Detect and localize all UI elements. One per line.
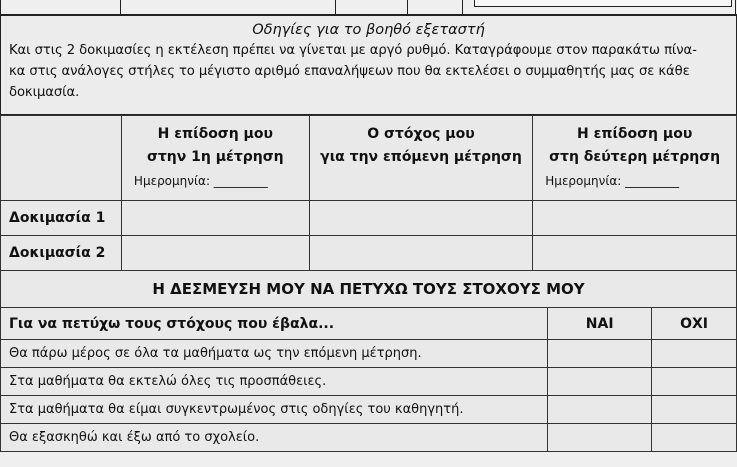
first-measurement-header [121,116,309,201]
header-line: στη δεύτερη μέτρηση [549,149,721,165]
instructions-line: κα στις ανάλογες στήλες το μέγιστο αριθμό επαναλήψεων που θα εκτελέσει ο συμμαθητής μας σε κάθε [9,64,690,79]
goal-header [309,116,533,201]
instructions-body [9,40,728,103]
test-2-goal-cell[interactable] [309,236,533,271]
test-1-label: Δοκιμασία 1 [1,201,122,236]
commitment-item: Θα πάρω μέρος σε όλα τα μαθήματα ως την επόμενη μέτρηση. [1,340,548,368]
test-2-label: Δοκιμασία 2 [1,236,122,271]
divider [407,0,408,14]
date-field[interactable]: Ημερομηνία: _________ [545,174,680,188]
performance-table [0,115,737,271]
no-checkbox-cell[interactable] [652,340,737,368]
yes-checkbox-cell[interactable] [548,396,652,424]
header-line: για την επόμενη μέτρηση [320,149,522,165]
commitment-title: Η ΔΕΣΜΕΥΣΗ ΜΟΥ ΝΑ ΠΕΤΥΧΩ ΤΟΥΣ ΣΤΟΧΟΥΣ ΜΟΥ [1,271,737,308]
commitment-item: Θα εξασκηθώ και έξω από το σχολείο. [1,424,548,452]
date-field[interactable]: Ημερομηνία: _________ [133,174,268,188]
header-line: Η επίδοση μου [577,126,693,142]
test-2-first-measurement-cell[interactable] [121,236,309,271]
yes-checkbox-cell[interactable] [548,340,652,368]
instructions-title: Οδηγίες για το βοηθό εξεταστή [252,22,485,38]
divider [462,0,463,14]
examiner-instructions [0,14,737,115]
no-checkbox-cell[interactable] [652,396,737,424]
yes-checkbox-cell[interactable] [548,368,652,396]
header-line: Η επίδοση μου [157,126,273,142]
second-measurement-header [533,116,737,201]
header-line: Ο στόχος μου [367,126,475,142]
commitment-item: Στα μαθήματα θα είμαι συγκεντρωμένος στις οδηγίες του καθηγητή. [1,396,548,424]
yes-header: ΝΑΙ [548,308,652,340]
instructions-line: δοκιμασία. [9,85,80,100]
instructions-line: Και στις 2 δοκιμασίες η εκτέλεση πρέπει να γίνεται με αργό ρυθμό. Καταγράφουμε στον παρακάτω πίνα- [9,43,697,58]
no-checkbox-cell[interactable] [652,368,737,396]
divider [335,0,336,14]
no-header: ΟΧΙ [652,308,737,340]
answer-box-fragment [474,0,732,7]
header-line: στην 1η μέτρηση [146,149,284,165]
commitment-table [0,270,737,452]
yes-checkbox-cell[interactable] [548,424,652,452]
divider [0,0,1,14]
test-2-second-measurement-cell[interactable] [533,236,737,271]
corner-cell [1,116,122,201]
divider [735,0,736,14]
divider [120,0,121,14]
no-checkbox-cell[interactable] [652,424,737,452]
commitment-item: Στα μαθήματα θα εκτελώ όλες τις προσπάθειες. [1,368,548,396]
test-1-goal-cell[interactable] [309,201,533,236]
test-1-first-measurement-cell[interactable] [121,201,309,236]
commitment-header: Για να πετύχω τους στόχους που έβαλα... [1,308,548,340]
test-1-second-measurement-cell[interactable] [533,201,737,236]
